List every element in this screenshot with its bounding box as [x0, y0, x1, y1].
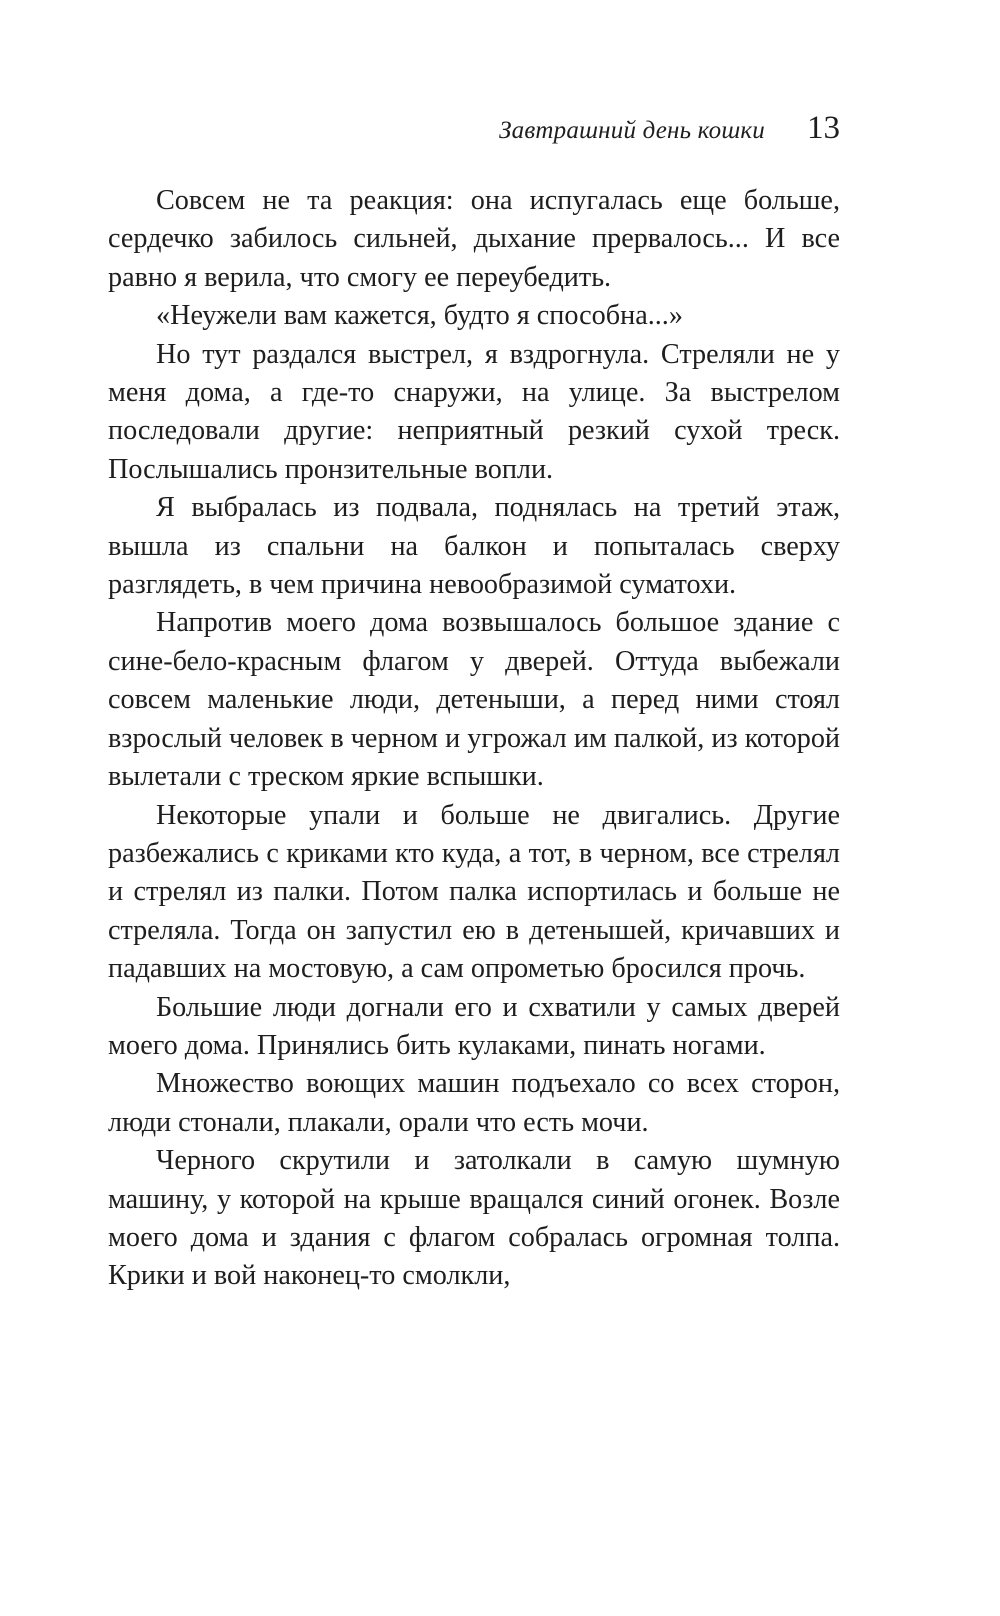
page-number: 13	[807, 110, 840, 146]
paragraph: Но тут раздался выстрел, я вздрогнула. Стреляли не у меня дома, а где-то снаружи, на улице. За выстрелом последовали другие: неприятный резкий сухой треск. Послышались пронзительные вопли.	[108, 338, 840, 485]
book-page	[108, 0, 840, 1616]
paragraph: Черного скрутили и затолкали в самую шумную машину, у которой на крыше вращался синий огонек. Возле моего дома и здания с флагом собралась огромная толпа. Крики и вой наконец-то смолкли,	[108, 1145, 840, 1292]
paragraph: «Неужели вам кажется, будто я способна...»	[156, 300, 683, 332]
paragraph: Напротив моего дома возвышалось большое здание с сине-бело-красным флагом у дверей. Оттуда выбежали совсем маленькие люди, детеныши, а перед ними стоял взрослый человек в черном и угрожал им палкой, из которой вылетали с треском яркие вспышки.	[108, 607, 840, 793]
body-text	[108, 182, 840, 1296]
paragraph: Я выбралась из подвала, поднялась на третий этаж, вышла из спальни на балкон и попыталась сверху разглядеть, в чем причина невообразимой суматохи.	[108, 492, 840, 601]
running-head	[499, 110, 840, 147]
paragraph: Множество воющих машин подъехало со всех сторон, люди стонали, плакали, орали что есть мочи.	[108, 1068, 840, 1138]
paragraph: Некоторые упали и больше не двигались. Другие разбежались с криками кто куда, а тот, в черном, все стрелял и стрелял из палки. Потом палка испортилась и больше не стреляла. Тогда он запустил ею в детенышей, кричавших и падавших на мостовую, а сам опрометью бросился прочь.	[108, 799, 840, 985]
running-title: Завтрашний день кошки	[499, 117, 765, 144]
paragraph: Большие люди догнали его и схватили у самых дверей моего дома. Принялись бить кулаками, пинать ногами.	[108, 991, 840, 1061]
paragraph: Совсем не та реакция: она испугалась еще больше, сердечко забилось сильней, дыхание прервалось... И все равно я верила, что смогу ее переубедить.	[108, 185, 840, 293]
